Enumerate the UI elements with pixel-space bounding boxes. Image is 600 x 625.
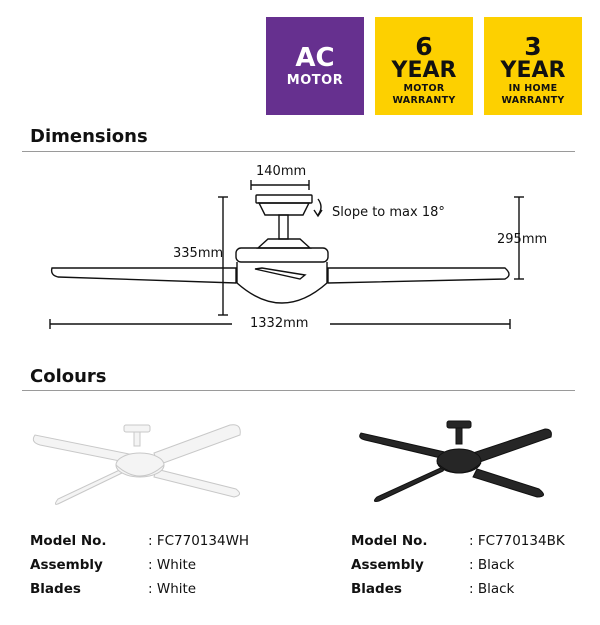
motor-cap <box>258 239 310 248</box>
colours-divider <box>22 390 575 391</box>
spec-value-model: : FC770134BK <box>469 533 565 549</box>
home-warranty-years: 3 <box>524 32 542 61</box>
spec-row-assembly <box>351 553 565 577</box>
home-warranty-unit: YEAR <box>500 58 566 83</box>
spec-label-assembly: Assembly <box>351 557 424 573</box>
ac-motor-badge <box>266 17 364 115</box>
colours-title: Colours <box>30 366 107 387</box>
downrod <box>279 215 288 239</box>
height-short-label: 295mm <box>497 232 548 247</box>
canopy-top <box>256 195 312 203</box>
spec-row-blades <box>351 577 565 601</box>
spec-label-assembly: Assembly <box>30 557 103 573</box>
spec-row-assembly <box>30 553 249 577</box>
in-home-warranty-badge <box>484 17 582 115</box>
motor-warranty-unit: YEAR <box>391 58 457 83</box>
spec-value-model: : FC770134WH <box>148 533 250 549</box>
motor-housing <box>236 248 328 262</box>
spec-value-assembly: : Black <box>469 557 515 573</box>
dimensions-title: Dimensions <box>30 126 148 147</box>
white-model-specs <box>30 529 249 601</box>
motor-warranty-years: 6 <box>415 32 433 61</box>
spec-label-blades: Blades <box>30 581 81 597</box>
slope-note-label: Slope to max 18° <box>332 205 445 220</box>
black-model-specs <box>351 529 565 601</box>
home-warranty-line3: IN HOME <box>508 83 558 94</box>
spec-label-blades: Blades <box>351 581 402 597</box>
motor-warranty-line4: WARRANTY <box>392 94 456 106</box>
spec-row-blades <box>30 577 249 601</box>
blade-bracket <box>255 268 305 279</box>
span-label: 1332mm <box>250 316 309 331</box>
spec-label-model: Model No. <box>30 533 107 549</box>
home-warranty-line4: WARRANTY <box>501 94 565 106</box>
spec-value-assembly: : White <box>148 557 197 573</box>
canopy-body <box>259 203 309 215</box>
canopy-width-label: 140mm <box>256 164 307 179</box>
height-overall-label: 335mm <box>173 246 224 261</box>
white-fan-image <box>30 415 260 510</box>
spec-row-model <box>30 529 249 553</box>
black-fan-image <box>355 415 570 510</box>
light-bowl <box>237 283 327 303</box>
spec-value-blades: : Black <box>469 581 515 597</box>
motor-warranty-badge <box>375 17 473 115</box>
left-blade <box>52 268 236 283</box>
spec-value-blades: : White <box>148 581 197 597</box>
spec-row-model <box>351 529 565 553</box>
dimensions-divider <box>22 151 575 152</box>
spec-label-model: Model No. <box>351 533 428 549</box>
ac-badge-line1: AC <box>295 43 335 73</box>
right-blade <box>328 268 509 283</box>
motor-warranty-line3: MOTOR <box>403 83 445 94</box>
ac-badge-line2: MOTOR <box>286 73 344 88</box>
